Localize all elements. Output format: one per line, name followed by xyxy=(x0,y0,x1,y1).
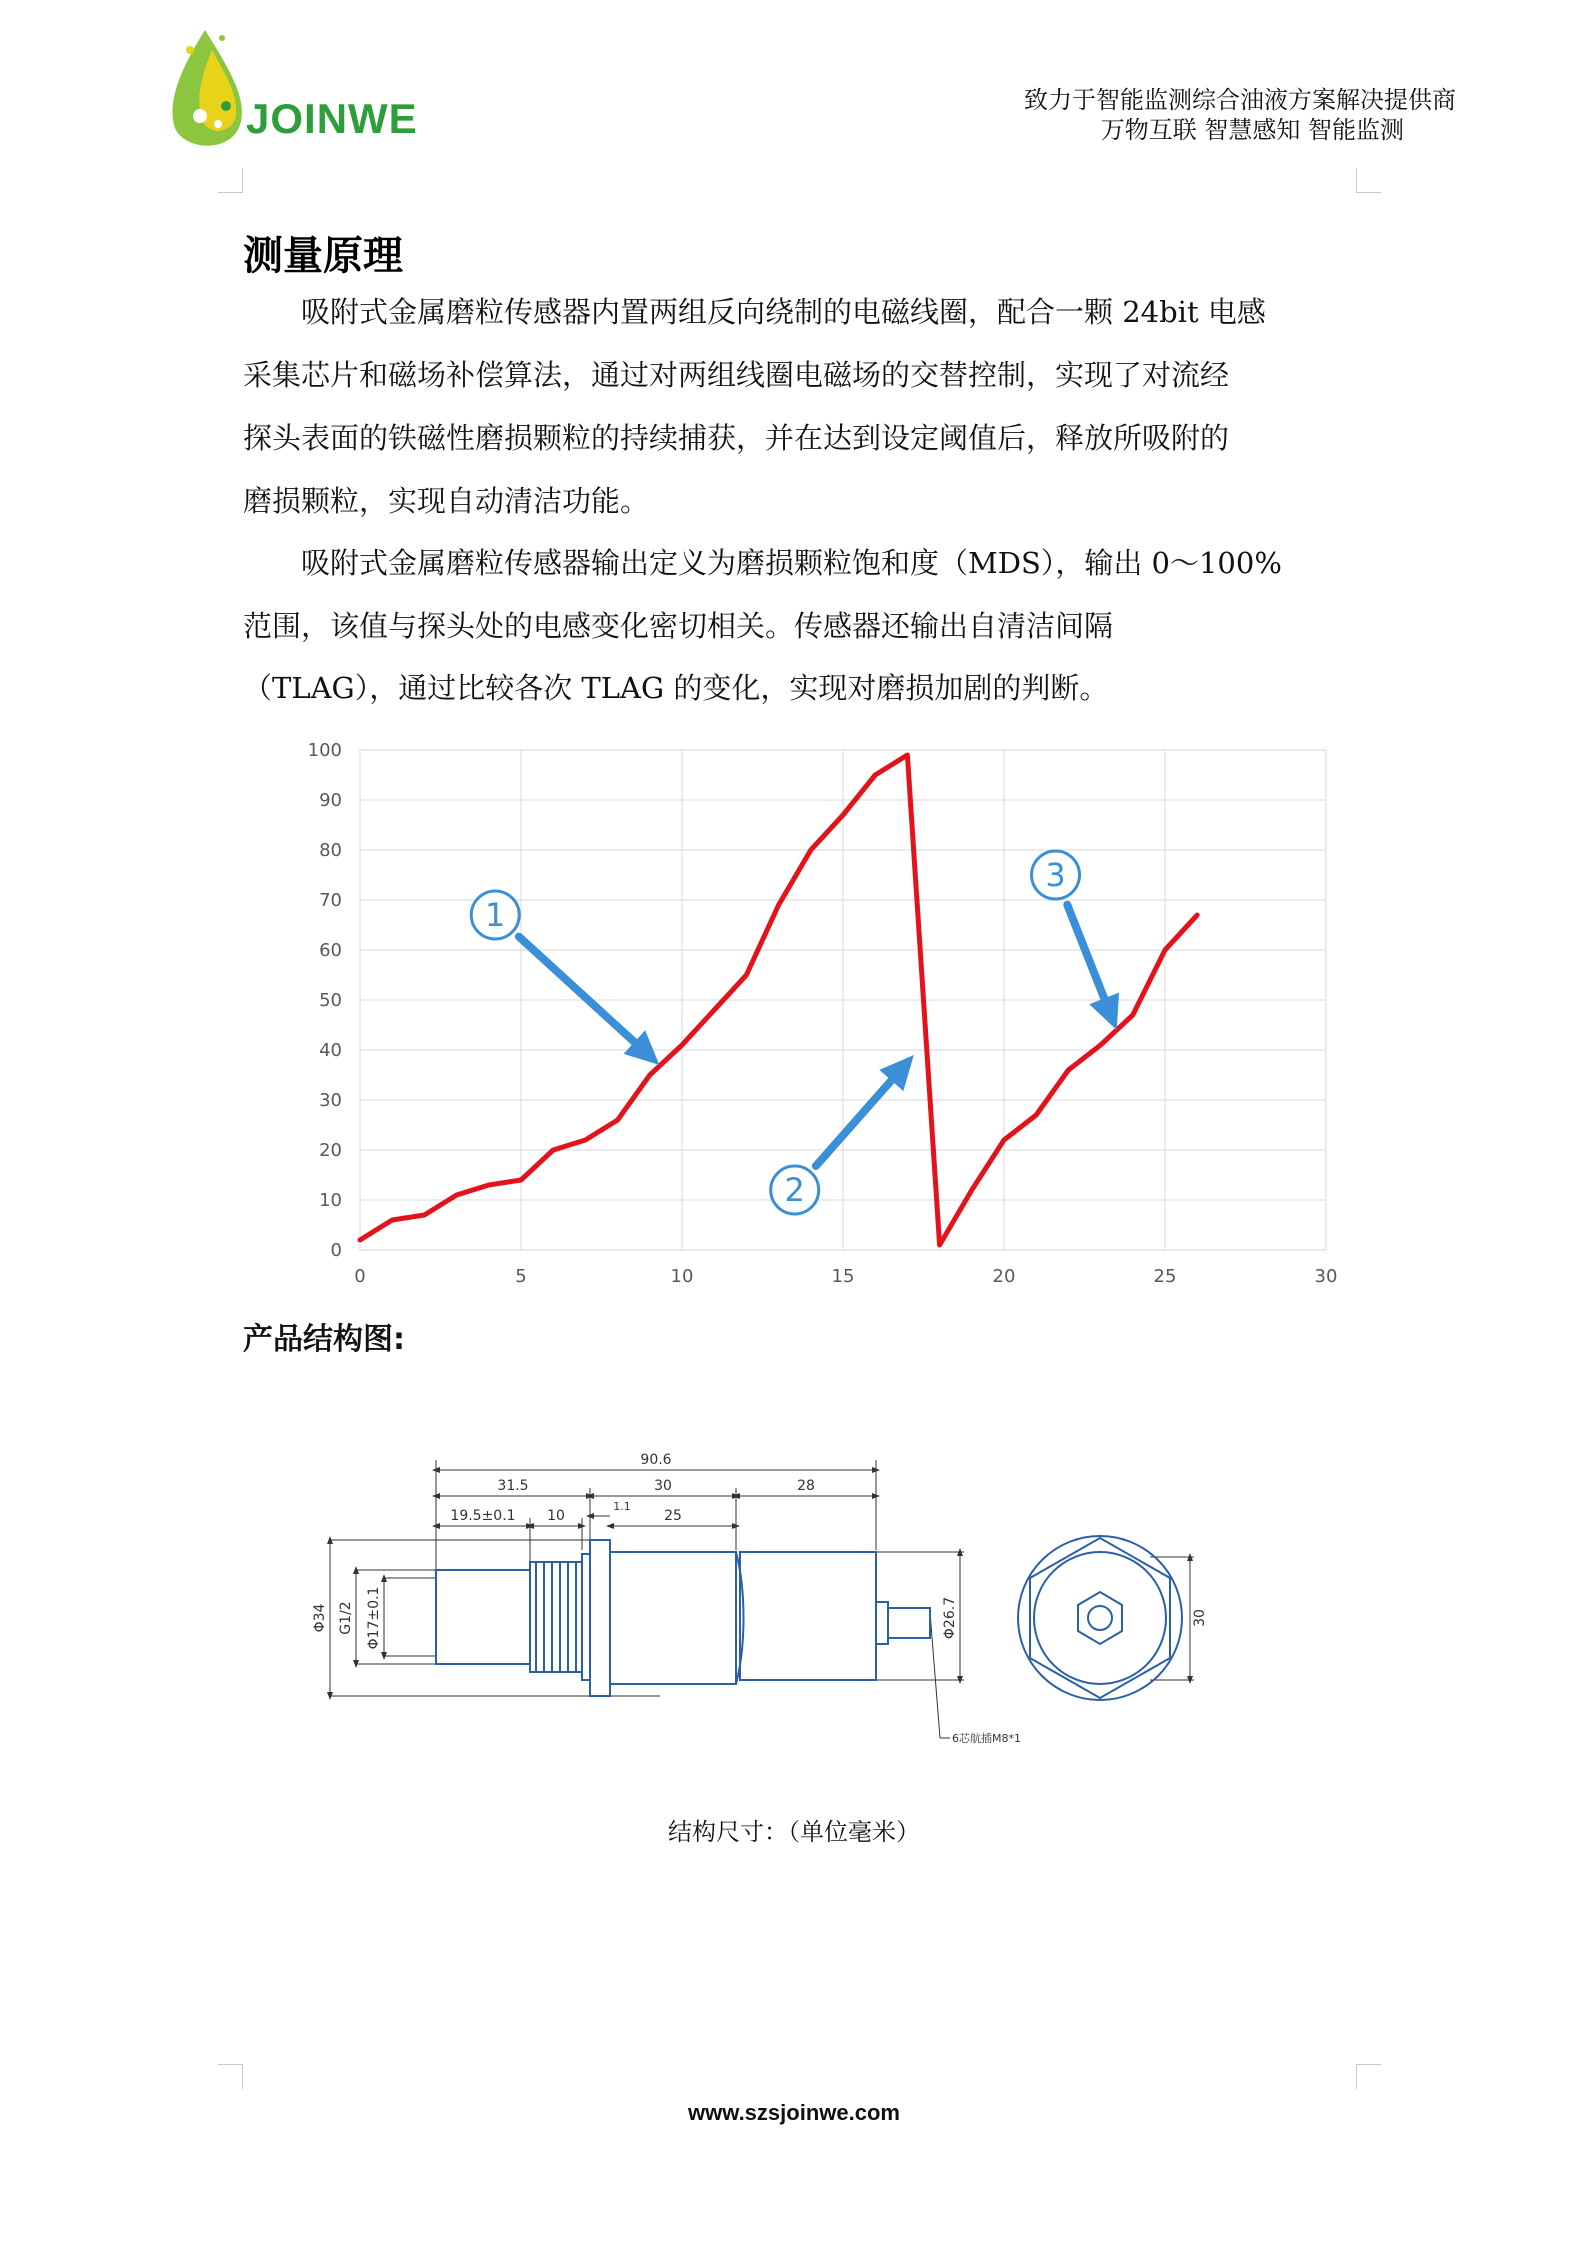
dim-total: 90.6 xyxy=(640,1452,672,1468)
chart-ticks xyxy=(308,740,1338,1287)
dim-phi34: Φ34 xyxy=(312,1603,328,1633)
paragraph-1-line: 磨损颗粒，实现自动清洁功能。 xyxy=(243,484,650,518)
dim-25: 25 xyxy=(664,1508,682,1524)
annotation-label: 1 xyxy=(485,896,506,934)
x-tick-label: 25 xyxy=(1153,1266,1177,1287)
chart-annotations xyxy=(471,851,1119,1214)
crop-mark-bottom-right xyxy=(1356,2064,1381,2089)
sensor-dimension-drawing xyxy=(300,1440,1300,1770)
paragraph-1-line: 采集芯片和磁场补偿算法，通过对两组线圈电磁场的交替控制，实现了对流经 xyxy=(243,358,1230,392)
annotation-arrow-shaft xyxy=(1067,905,1104,999)
section-title: 测量原理 xyxy=(243,233,403,279)
brand-name: JOINWE xyxy=(246,95,418,142)
crop-mark-bottom-left xyxy=(218,2064,243,2089)
dim-10: 10 xyxy=(547,1508,565,1524)
mds-line-chart xyxy=(290,730,1350,1300)
paragraph-2-line: 范围，该值与探头处的电感变化密切相关。传感器还输出自清洁间隔 xyxy=(243,609,1114,643)
footer-url: www.szsjoinwe.com xyxy=(688,2100,900,2125)
structure-title: 产品结构图: xyxy=(243,1322,405,1357)
paragraph-1-line: 探头表面的铁磁性磨损颗粒的持续捕获，并在达到设定阈值后，释放所吸附的 xyxy=(243,421,1230,455)
dim-m8-connector: 6芯航插M8*1 xyxy=(952,1732,1021,1745)
dim-phi26-7: Φ26.7 xyxy=(942,1596,958,1640)
y-tick-label: 100 xyxy=(307,740,342,761)
paragraph-2-line: （TLAG），通过比较各次 TLAG 的变化，实现对磨损加剧的判断。 xyxy=(243,671,1109,705)
y-tick-label: 20 xyxy=(319,1140,342,1161)
y-tick-label: 80 xyxy=(319,840,342,861)
dim-31-5: 31.5 xyxy=(497,1478,529,1494)
dim-19-5: 19.5±0.1 xyxy=(450,1508,516,1524)
tagline-secondary: 万物互联 智慧感知 智能监测 xyxy=(1100,116,1404,144)
x-tick-label: 10 xyxy=(670,1266,694,1287)
crop-mark-top-left xyxy=(218,168,243,193)
annotation-arrow-shaft xyxy=(816,1080,891,1166)
x-tick-label: 20 xyxy=(992,1266,1016,1287)
tagline-primary: 致力于智能监测综合油液方案解决提供商 xyxy=(1024,86,1456,114)
dim-30: 30 xyxy=(654,1478,672,1494)
dim-1-1: 1.1 xyxy=(613,1500,631,1513)
y-tick-label: 30 xyxy=(319,1090,342,1111)
dim-g12: G1/2 xyxy=(338,1601,354,1635)
dim-side-30: 30 xyxy=(1192,1609,1208,1627)
x-tick-label: 30 xyxy=(1314,1266,1338,1287)
crop-mark-top-right xyxy=(1356,168,1381,193)
dim-phi17: Φ17±0.1 xyxy=(366,1586,382,1650)
paragraph-1-line: 吸附式金属磨粒传感器内置两组反向绕制的电磁线圈，配合一颗 24bit 电感 xyxy=(301,295,1266,329)
y-tick-label: 40 xyxy=(319,1040,342,1061)
x-tick-label: 5 xyxy=(515,1266,527,1287)
annotation-label: 2 xyxy=(784,1171,805,1209)
y-tick-label: 70 xyxy=(319,890,342,911)
annotation-arrow-shaft xyxy=(519,937,634,1042)
y-tick-label: 10 xyxy=(319,1190,342,1211)
x-tick-label: 15 xyxy=(831,1266,855,1287)
chart-grid xyxy=(360,750,1326,1250)
y-tick-label: 60 xyxy=(319,940,342,961)
dim-28: 28 xyxy=(797,1478,815,1494)
y-tick-label: 90 xyxy=(319,790,342,811)
structure-caption: 结构尺寸：（单位毫米） xyxy=(668,1818,920,1846)
x-tick-label: 0 xyxy=(354,1266,366,1287)
annotation-label: 3 xyxy=(1045,856,1066,894)
y-tick-label: 50 xyxy=(319,990,342,1011)
paragraph-2-line: 吸附式金属磨粒传感器输出定义为磨损颗粒饱和度（MDS），输出 0～100% xyxy=(301,546,1282,580)
y-tick-label: 0 xyxy=(330,1240,342,1261)
